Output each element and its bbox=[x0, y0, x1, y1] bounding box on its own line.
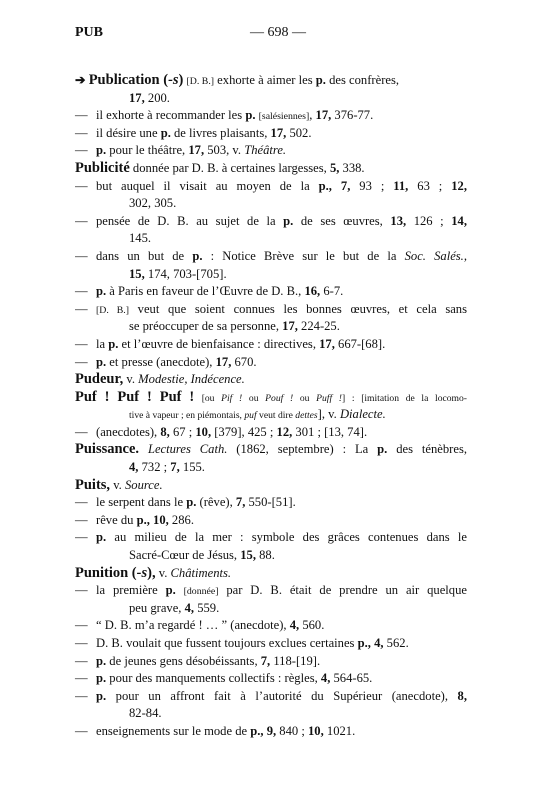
running-head-letters: PUB bbox=[75, 25, 103, 40]
text-run: v. bbox=[123, 372, 139, 387]
text-run: Pouf ! bbox=[265, 392, 294, 404]
text-run bbox=[176, 583, 184, 597]
text-run: il exhorte à recommander les bbox=[96, 108, 246, 123]
text-run: , bbox=[309, 108, 316, 123]
text-run: Puff ! bbox=[316, 392, 342, 404]
text-run: 224-25. bbox=[297, 319, 340, 334]
text-run: 126 ; bbox=[406, 213, 452, 228]
text-run: 7, bbox=[170, 460, 180, 475]
text-run: 8, bbox=[457, 688, 467, 703]
text-run: pour le théâtre, bbox=[106, 143, 189, 158]
text-run: 17, bbox=[315, 108, 332, 123]
text-run: 4, bbox=[320, 671, 331, 686]
text-run: Pif ! bbox=[221, 392, 243, 404]
text-run: p. bbox=[96, 653, 107, 668]
text-run: 10, bbox=[195, 424, 212, 439]
subentry-dash: — bbox=[75, 143, 88, 158]
text-run: donnée par D. B. à certaines largesses, bbox=[129, 160, 330, 175]
text-run: 503, v. bbox=[204, 143, 245, 158]
index-headword-line bbox=[75, 371, 467, 389]
text-run: p. bbox=[96, 354, 107, 369]
text-run: 301 ; [13, 74]. bbox=[292, 424, 368, 439]
subentry-dash: — bbox=[75, 530, 88, 545]
text-run: but auquel il visait au moyen de la bbox=[96, 178, 319, 193]
text-run: 7, bbox=[260, 653, 271, 668]
text-run: 15, bbox=[129, 266, 145, 281]
text-run: 9, bbox=[266, 723, 277, 738]
text-run: 286. bbox=[168, 512, 194, 527]
text-run: Puissance. bbox=[75, 441, 140, 458]
text-run: 840 ; bbox=[276, 723, 308, 738]
text-run: le serpent dans le bbox=[96, 495, 187, 510]
text-run: enseignements sur le mode de bbox=[96, 723, 251, 738]
text-run: p. bbox=[165, 583, 176, 598]
text-run: p. bbox=[315, 73, 326, 87]
text-run: p. bbox=[192, 248, 203, 263]
text-run: p. bbox=[160, 125, 171, 140]
index-subentry-line bbox=[75, 142, 467, 160]
text-run: 17, bbox=[282, 319, 298, 334]
text-run: 8, bbox=[160, 424, 170, 439]
subentry-dash: — bbox=[75, 636, 88, 650]
text-run: par D. B. était de prendre un air quelque bbox=[218, 583, 467, 598]
index-continuation-line bbox=[75, 195, 467, 213]
text-run: Théâtre. bbox=[244, 143, 287, 158]
text-run: 88. bbox=[255, 548, 275, 563]
index-subentry-line bbox=[75, 670, 467, 688]
text-run: 17, bbox=[129, 90, 145, 105]
text-run: p. bbox=[245, 108, 256, 123]
text-run: 174, 703-[705]. bbox=[144, 266, 227, 281]
text-run: 17, bbox=[188, 143, 205, 158]
text-run: 17, bbox=[270, 125, 287, 140]
text-run: ou bbox=[293, 392, 317, 404]
text-run: 376-77. bbox=[331, 108, 374, 123]
text-run: p. bbox=[283, 213, 294, 228]
text-run: 67 ; bbox=[169, 424, 196, 439]
index-headword-line bbox=[75, 160, 467, 178]
text-run: Châtiments. bbox=[170, 565, 232, 580]
text-run: ] : [imitation de la locomo- bbox=[341, 392, 467, 404]
text-run: il désire une bbox=[96, 125, 161, 140]
text-run: et presse (anecdote), bbox=[106, 354, 216, 369]
subentry-dash: — bbox=[75, 671, 88, 686]
text-run: Modestie, Indécence. bbox=[138, 372, 245, 387]
text-run: [D. B.] bbox=[96, 304, 129, 316]
text-run: la première bbox=[96, 583, 166, 598]
text-run: des ténèbres, bbox=[387, 442, 467, 457]
index-subentry-line bbox=[75, 213, 467, 231]
text-run: [salésiennes] bbox=[258, 111, 310, 123]
text-run: 560. bbox=[299, 618, 325, 633]
text-run: : Notice Brève sur le but de la bbox=[202, 248, 405, 263]
text-run: Dialecte. bbox=[339, 407, 386, 422]
text-run: 302, 305. bbox=[129, 196, 177, 211]
text-run: Lectures Cath. bbox=[147, 442, 228, 457]
text-run bbox=[194, 390, 201, 404]
index-headword-line bbox=[75, 477, 467, 495]
text-run: v. bbox=[110, 477, 125, 492]
text-run: pensée de D. B. au sujet de la bbox=[96, 213, 284, 228]
index-subentry-line bbox=[75, 723, 467, 741]
text-run: 17, bbox=[319, 336, 335, 351]
text-run: v. bbox=[155, 565, 171, 580]
text-run: 4, bbox=[374, 636, 384, 650]
text-run: 12, bbox=[276, 424, 293, 439]
text-run: 16, bbox=[304, 284, 321, 299]
index-headword-line bbox=[75, 441, 467, 459]
text-run: p., bbox=[136, 512, 150, 527]
index-continuation-line bbox=[75, 318, 467, 336]
text-run: et l’œuvre de bienfaisance : directives, bbox=[118, 336, 320, 351]
subentry-dash: — bbox=[75, 495, 88, 510]
text-run: [ou bbox=[201, 392, 222, 404]
index-continuation-line bbox=[75, 230, 467, 248]
text-run: ou bbox=[242, 392, 266, 404]
subentry-dash: — bbox=[75, 108, 88, 123]
subentry-dash: — bbox=[75, 336, 88, 351]
text-run: Soc. Salés., bbox=[404, 248, 467, 263]
text-run: p. bbox=[186, 495, 197, 510]
index-subentry-line bbox=[75, 582, 467, 600]
subentry-dash: — bbox=[75, 125, 88, 140]
text-run: Publicité bbox=[75, 159, 130, 176]
text-run: ) bbox=[178, 72, 184, 88]
text-run: 118-[19]. bbox=[270, 653, 321, 668]
arrow-icon: ➔ bbox=[75, 73, 89, 87]
text-run: 562. bbox=[383, 636, 409, 650]
text-run: se préoccuper de sa personne, bbox=[129, 319, 283, 334]
text-run: pour un affront fait à l’autorité du Supérieur (anecdote), bbox=[106, 688, 458, 703]
text-run: 6-7. bbox=[320, 284, 344, 299]
text-run: 82-84. bbox=[129, 706, 162, 721]
text-run: de ses œuvres, bbox=[293, 213, 391, 228]
text-run: Puits, bbox=[75, 476, 111, 493]
text-run: p. bbox=[96, 284, 107, 299]
text-run: (rêve), bbox=[196, 495, 236, 510]
text-run: p. bbox=[96, 530, 107, 545]
subentry-dash: — bbox=[75, 248, 88, 263]
text-run: 4, bbox=[184, 600, 195, 615]
index-subentry-line bbox=[75, 301, 467, 319]
text-run: tive à vapeur ; en piémontais, bbox=[129, 410, 245, 422]
text-run: 667-[68]. bbox=[334, 336, 386, 351]
index-continuation-line bbox=[75, 705, 467, 723]
text-run: “ D. B. m’a regardé ! … ” (anecdote), bbox=[96, 618, 290, 633]
index-subentry-line bbox=[75, 635, 467, 653]
index-entries bbox=[75, 72, 467, 741]
subentry-dash: — bbox=[75, 512, 88, 527]
text-run bbox=[139, 442, 148, 456]
text-run: 1021. bbox=[323, 723, 356, 738]
text-run: 564-65. bbox=[330, 671, 373, 686]
text-run: 17, bbox=[215, 354, 232, 369]
subentry-dash: — bbox=[75, 213, 88, 228]
text-run: [D. B.] bbox=[186, 76, 215, 87]
index-subentry-line bbox=[75, 653, 467, 671]
index-subentry-line bbox=[75, 424, 467, 442]
text-run: de livres plaisants, bbox=[170, 125, 271, 140]
index-continuation-line bbox=[75, 600, 467, 618]
index-subentry-line bbox=[75, 494, 467, 512]
text-run: D. B. voulait que fussent toujours exclues certaines bbox=[96, 636, 358, 650]
text-run: Puf ! Puf ! Puf ! bbox=[75, 388, 195, 405]
text-run: ), bbox=[147, 564, 156, 581]
subentry-dash: — bbox=[75, 424, 88, 439]
index-subentry-line bbox=[75, 125, 467, 143]
text-run: [donnée] bbox=[183, 586, 219, 598]
subentry-dash: — bbox=[75, 354, 88, 369]
text-run bbox=[332, 179, 341, 193]
index-subentry-line bbox=[75, 248, 467, 266]
text-run: 93 ; bbox=[350, 178, 394, 193]
index-headword-line bbox=[75, 389, 467, 407]
page-number: — 698 — bbox=[250, 25, 306, 40]
text-run: (anecdotes), bbox=[96, 424, 161, 439]
text-run: 732 ; bbox=[138, 460, 171, 475]
text-run: p. bbox=[96, 688, 107, 703]
text-run: Sacré-Cœur de Jésus, bbox=[129, 548, 241, 563]
text-run: -s bbox=[168, 72, 179, 88]
text-run: p., bbox=[318, 178, 332, 193]
text-run: de jeunes gens désobéissants, bbox=[106, 653, 261, 668]
index-subentry-line bbox=[75, 354, 467, 372]
text-run: 7, bbox=[340, 178, 351, 193]
index-subentry-line bbox=[75, 617, 467, 635]
text-run: 13, bbox=[390, 213, 407, 228]
text-run: 12, bbox=[451, 178, 467, 193]
text-run: Source. bbox=[124, 477, 163, 492]
text-run: 502. bbox=[286, 125, 312, 140]
text-run: 155. bbox=[179, 460, 205, 475]
text-run: 200. bbox=[144, 90, 170, 105]
text-run: 338. bbox=[339, 160, 365, 175]
text-run: 559. bbox=[194, 600, 220, 615]
subentry-dash: — bbox=[75, 178, 88, 193]
text-run: au milieu de la mer : symbole des grâces contenues dans le bbox=[106, 530, 467, 545]
text-run: 4, bbox=[289, 618, 300, 633]
text-run: 670. bbox=[231, 354, 257, 369]
text-run: veut dire bbox=[256, 410, 296, 422]
text-run: Pudeur, bbox=[75, 371, 124, 388]
running-header bbox=[75, 25, 481, 45]
text-run: 7, bbox=[235, 495, 246, 510]
text-run: Publication ( bbox=[88, 72, 169, 88]
index-subentry-line bbox=[75, 688, 467, 706]
index-subentry-line bbox=[75, 512, 467, 530]
text-run: p. bbox=[108, 336, 119, 351]
text-run: p. bbox=[96, 671, 107, 686]
text-run: 4, bbox=[129, 460, 139, 475]
text-run: p., bbox=[357, 636, 371, 650]
text-run: 10, bbox=[308, 723, 324, 738]
subentry-dash: — bbox=[75, 301, 88, 316]
text-run: (1862, septembre) : La bbox=[227, 442, 378, 457]
text-run: 10, bbox=[153, 512, 169, 527]
text-run: [379], 425 ; bbox=[211, 424, 277, 439]
index-continuation-line bbox=[75, 547, 467, 565]
index-continuation-line bbox=[75, 406, 467, 424]
text-run: des confrères, bbox=[325, 73, 400, 87]
index-headword-line bbox=[75, 565, 467, 583]
index-subentry-line bbox=[75, 336, 467, 354]
index-subentry-line bbox=[75, 283, 467, 301]
subentry-dash: — bbox=[75, 284, 88, 299]
text-run: pour des manquements collectifs : règles, bbox=[106, 671, 321, 686]
index-subentry-line bbox=[75, 529, 467, 547]
index-continuation-line bbox=[75, 266, 467, 284]
subentry-dash: — bbox=[75, 653, 88, 668]
subentry-dash: — bbox=[75, 618, 88, 633]
text-run: puf bbox=[244, 410, 257, 422]
text-run: p. bbox=[96, 143, 107, 158]
text-run: la bbox=[96, 336, 109, 351]
text-run: 11, bbox=[393, 178, 409, 193]
index-subentry-line bbox=[75, 178, 467, 196]
index-continuation-line bbox=[75, 90, 467, 108]
text-run: rêve du bbox=[96, 512, 137, 527]
subentry-dash: — bbox=[75, 688, 88, 703]
subentry-dash: — bbox=[75, 723, 88, 738]
text-run: dettes bbox=[295, 410, 318, 422]
text-run: p., bbox=[250, 723, 264, 738]
index-headword-line bbox=[75, 72, 467, 90]
text-run: 63 ; bbox=[408, 178, 452, 193]
subentry-dash: — bbox=[75, 583, 88, 598]
text-run: 550-[51]. bbox=[245, 495, 296, 510]
text-run: dans un but de bbox=[96, 248, 193, 263]
text-run: peu grave, bbox=[129, 600, 185, 615]
text-run: 5, bbox=[329, 160, 340, 175]
text-run: veut que soient connues les bonnes œuvres, et cela sans bbox=[129, 301, 467, 316]
text-run: 14, bbox=[451, 213, 467, 228]
text-run: 15, bbox=[240, 548, 256, 563]
text-run: p. bbox=[377, 442, 388, 457]
text-run: exhorte à aimer les bbox=[214, 73, 316, 87]
text-run: 145. bbox=[129, 231, 152, 246]
text-run: ], v. bbox=[317, 407, 340, 422]
text-run: à Paris en faveur de l’Œuvre de D. B., bbox=[106, 284, 305, 299]
text-run: -s bbox=[136, 564, 148, 581]
index-subentry-line bbox=[75, 107, 467, 125]
text-run: Punition ( bbox=[75, 564, 137, 581]
index-continuation-line bbox=[75, 459, 467, 477]
